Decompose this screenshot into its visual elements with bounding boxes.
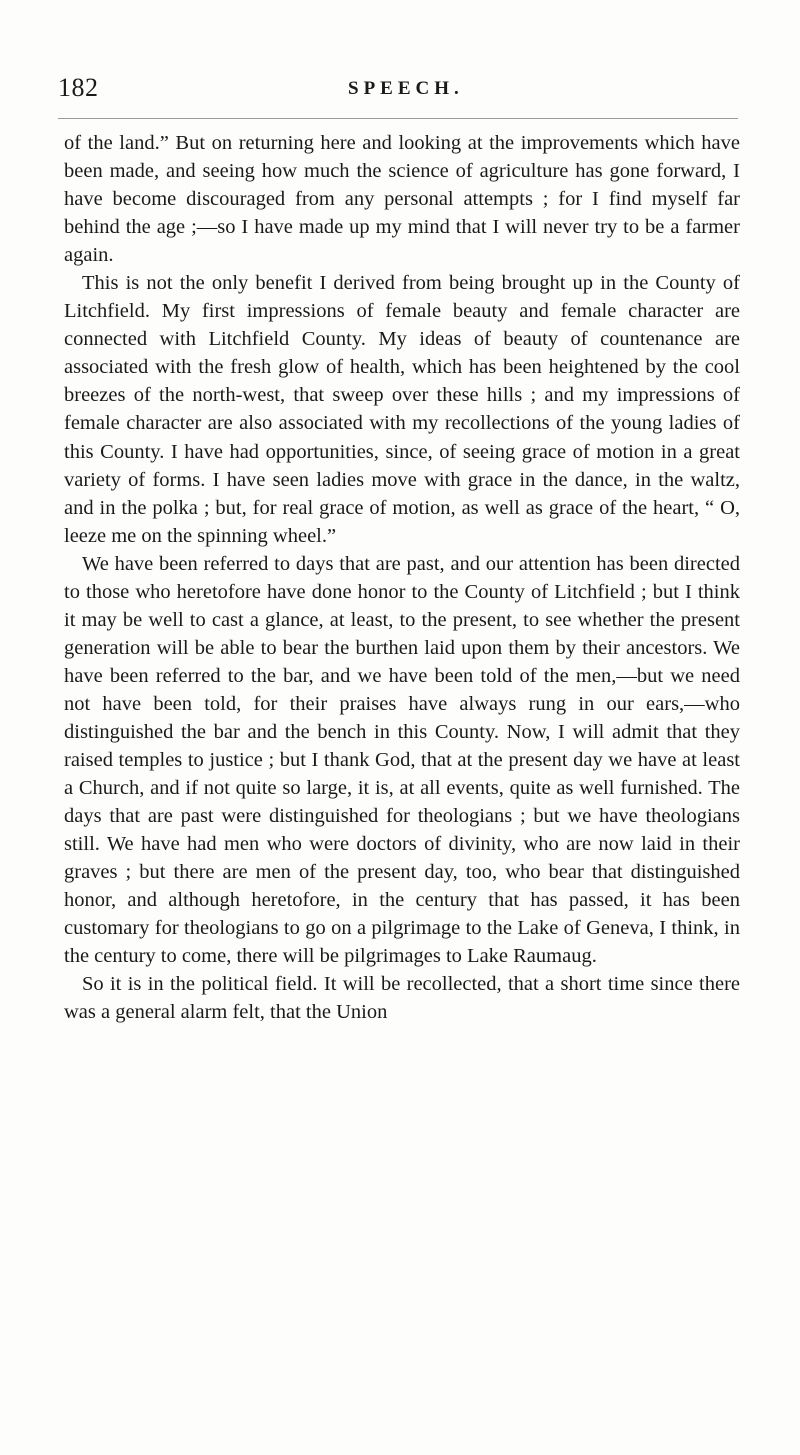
page-header [58,72,760,108]
paragraph-2: This is not the only benefit I derived from being brought up in the County of Litchfield. My first impressions of female beauty and female character are connected with Litchfield County. My ideas of beauty of countenance are associated with the fresh glow of health, which has been heightened by the cool breezes of the north-west, that sweep over these hills ; and my impressions of female character are also associated with my recollections of the young ladies of this County. I have had opportunities, since, of seeing grace of motion in a great variety of forms. I have seen ladies move with grace in the dance, in the waltz, and in the polka ; but, for real grace of motion, as well as grace of the heart, “ O, leeze me on the spinning wheel.” [64,272,740,547]
paragraph-4: So it is in the political field. It will be recollected, that a short time since there was a general alarm felt, that the Union [64,973,740,1024]
paragraph-3: We have been referred to days that are past, and our attention has been directed to those who heretofore have done honor to the County of Litchfield ; but I think it may be well to cast a glance, at least, to the present, to see whether the present generation will be able to bear the burthen laid upon them by their ancestors. We have been referred to the bar, and we have been told of the men,—but we need not have been told, for their praises have always rung in our ears,—who distinguished the bar and the bench in this County. Now, I will admit that they raised temples to justice ; but I thank God, that at the present day we have at least a Church, and if not quite so large, it is, at all events, quite as well furnished. The days that are past were distinguished for theologians ; but we have theologians still. We have had men who were doctors of divinity, who are now laid in their graves ; but there are men of the present day, too, who bear that distinguished honor, and although heretofore, in the century that has passed, it has been customary for theologians to go on a pilgrimage to the Lake of Geneva, I think, in the century to come, there will be pilgrimages to Lake Raumaug. [64,552,740,968]
running-head: SPEECH. [348,78,464,99]
page-number: 182 [58,73,99,102]
header-rule [58,118,738,119]
paragraph-1: of the land.” But on returning here and looking at the improvements which have been made, and seeing how much the science of agriculture has gone forward, I have become discouraged from any personal attempts ; for I find myself far behind the age ;—so I have made up my mind that I will never try to be a farmer again. [64,132,740,267]
body-text [64,129,740,1027]
